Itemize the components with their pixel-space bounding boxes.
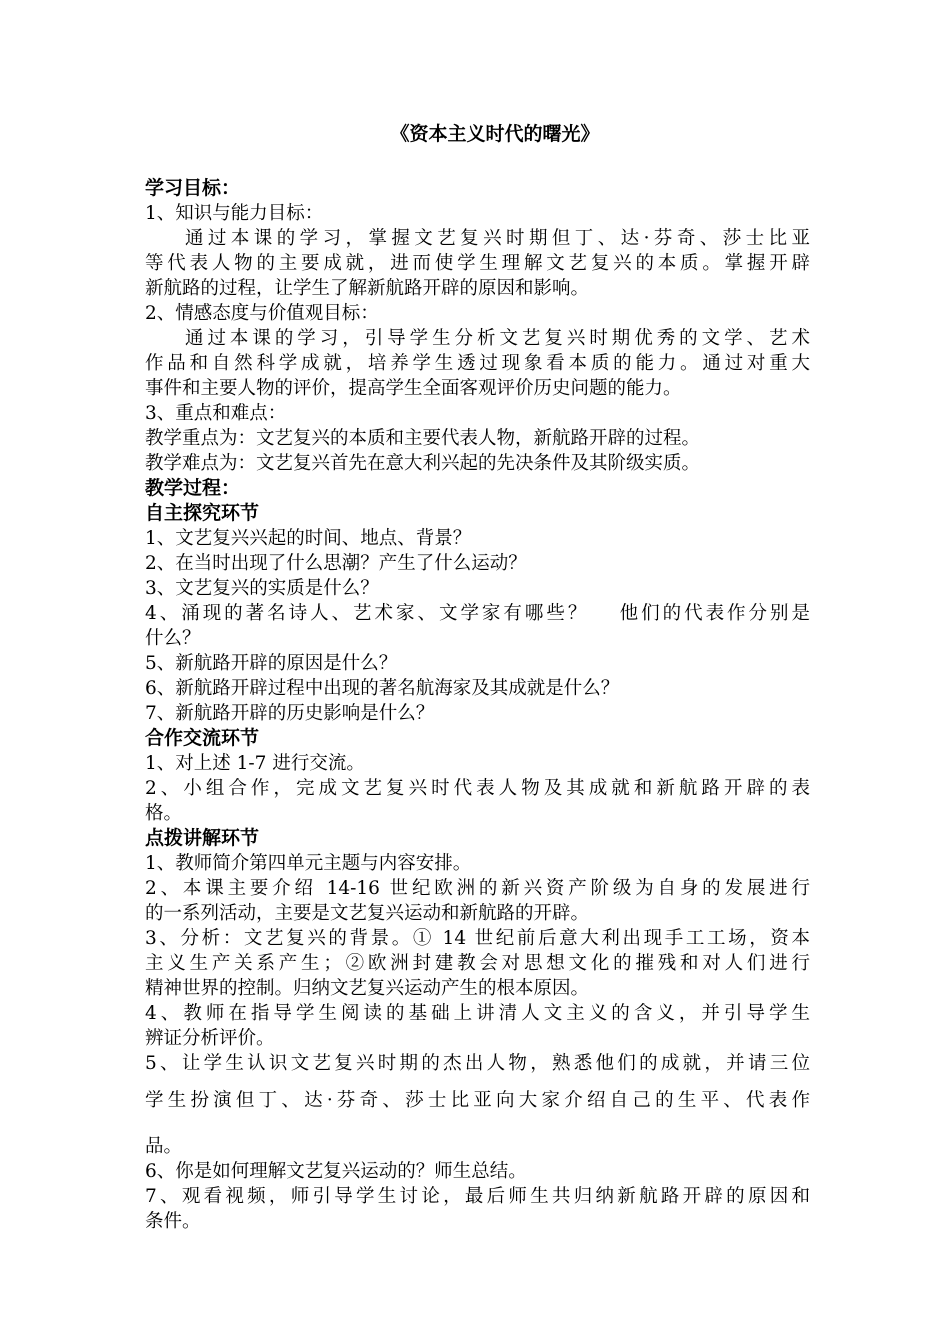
text-line: 2、本课主要介绍 14-16 世纪欧洲的新兴资产阶级为自身的发展进行 xyxy=(145,878,810,899)
text-line: 品。 xyxy=(145,1136,183,1157)
text-line: 新航路的过程，让学生了解新航路开辟的原因和影响。 xyxy=(145,278,590,299)
section-heading: 教学过程： xyxy=(145,477,241,499)
text-line: 7、观看视频，师引导学生讨论，最后师生共归纳新航路开辟的原因和 xyxy=(145,1186,810,1207)
section-heading: 合作交流环节 xyxy=(145,727,260,749)
text-line: 1、对上述 1-7 进行交流。 xyxy=(145,753,365,774)
text-line: 学生扮演但丁、达·芬奇、莎士比亚向大家介绍自己的生平、代表作 xyxy=(145,1090,810,1111)
text-line: 5、新航路开辟的原因是什么？ xyxy=(145,653,398,674)
text-line: 1、教师简介第四单元主题与内容安排。 xyxy=(145,853,472,874)
section-heading: 点拨讲解环节 xyxy=(145,827,260,849)
text-line: 4、教师在指导学生阅读的基础上讲清人文主义的含义，并引导学生 xyxy=(145,1003,810,1024)
text-line: 5、让学生认识文艺复兴时期的杰出人物，熟悉他们的成就，并请三位 xyxy=(145,1053,810,1074)
text-line: 事件和主要人物的评价，提高学生全面客观评价历史问题的能力。 xyxy=(145,378,682,399)
text-line: 通过本课的学习，掌握文艺复兴时期但丁、达·芬奇、莎士比亚 xyxy=(185,228,810,249)
text-line: 格。 xyxy=(145,803,183,824)
text-line: 2、情感态度与价值观目标： xyxy=(145,303,379,324)
text-line: 条件。 xyxy=(145,1211,201,1232)
text-line: 等代表人物的主要成就，进而使学生理解文艺复兴的本质。掌握开辟 xyxy=(145,253,810,274)
text-line: 的一系列活动，主要是文艺复兴运动和新航路的开辟。 xyxy=(145,903,590,924)
text-line: 教学重点为：文艺复兴的本质和主要代表人物，新航路开辟的过程。 xyxy=(145,428,701,449)
text-line: 1、文艺复兴兴起的时间、地点、背景？ xyxy=(145,528,472,549)
text-line: 2、在当时出现了什么思潮？产生了什么运动？ xyxy=(145,553,527,574)
text-line: 作品和自然科学成就，培养学生透过现象看本质的能力。通过对重大 xyxy=(145,353,810,374)
text-line: 6、新航路开辟过程中出现的著名航海家及其成就是什么？ xyxy=(145,678,620,699)
text-line: 教学难点为：文艺复兴首先在意大利兴起的先决条件及其阶级实质。 xyxy=(145,453,701,474)
document-title: 《资本主义时代的曙光》 xyxy=(390,123,600,145)
text-line: 3、分析：文艺复兴的背景。① 14 世纪前后意大利出现手工工场，资本 xyxy=(145,928,810,949)
text-line: 4、涌现的著名诗人、艺术家、文学家有哪些？ 他们的代表作分别是 xyxy=(145,603,810,624)
section-heading: 自主探究环节 xyxy=(145,502,260,524)
text-line: 6、你是如何理解文艺复兴运动的？师生总结。 xyxy=(145,1161,527,1182)
text-line: 3、重点和难点： xyxy=(145,403,287,424)
text-line: 通过本课的学习，引导学生分析文艺复兴时期优秀的文学、艺术 xyxy=(185,328,810,349)
text-line: 1、知识与能力目标： xyxy=(145,203,324,224)
text-line: 3、文艺复兴的实质是什么？ xyxy=(145,578,379,599)
document-body xyxy=(145,176,810,1234)
text-line: 7、新航路开辟的历史影响是什么？ xyxy=(145,703,435,724)
section-heading: 学习目标： xyxy=(145,177,241,199)
text-line: 主义生产关系产生；②欧洲封建教会对思想文化的摧残和对人们进行 xyxy=(145,953,810,974)
text-line: 2、小组合作，完成文艺复兴时代表人物及其成就和新航路开辟的表 xyxy=(145,778,810,799)
text-line: 什么？ xyxy=(145,628,201,649)
text-line: 辨证分析评价。 xyxy=(145,1028,275,1049)
text-line: 精神世界的控制。归纳文艺复兴运动产生的根本原因。 xyxy=(145,978,590,999)
